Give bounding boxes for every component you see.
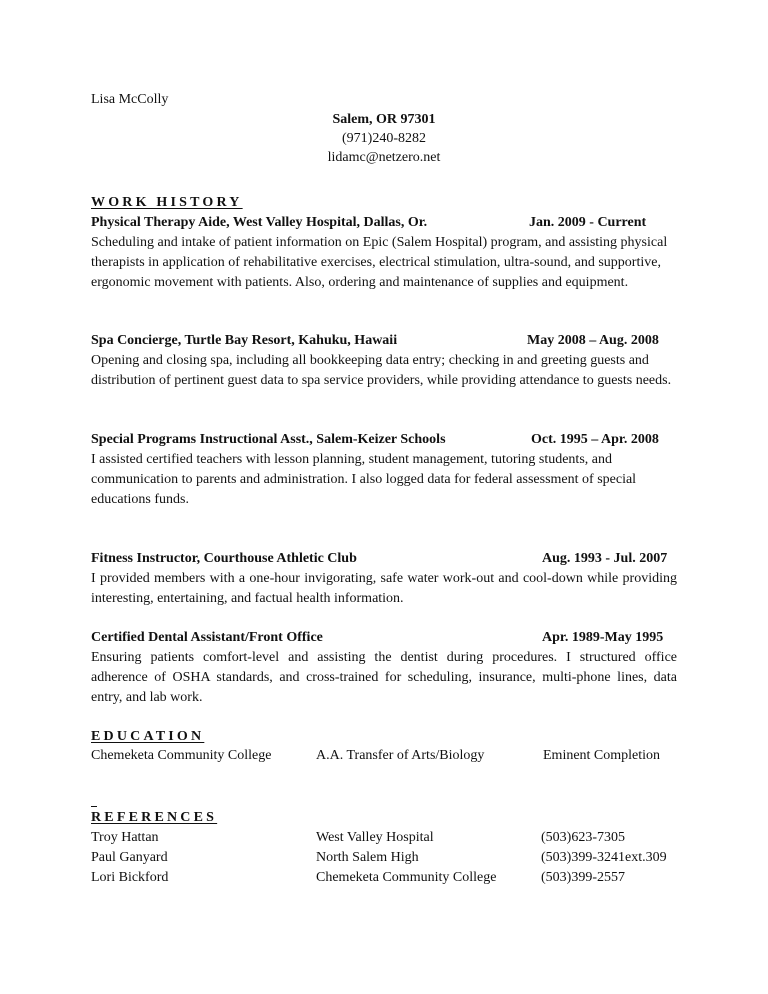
reference-org: North Salem High (316, 850, 419, 865)
phone: (971)240-8282 (342, 131, 426, 146)
education-school: Chemeketa Community College (91, 748, 272, 763)
work-history-heading: WORK HISTORY (91, 195, 243, 210)
reference-name: Lori Bickford (91, 870, 169, 885)
email: lidamc@netzero.net (327, 150, 441, 165)
address: Salem, OR 97301 (332, 112, 436, 127)
job-title: Fitness Instructor, Courthouse Athletic Club (91, 551, 357, 566)
job-description: Opening and closing spa, including all bookkeeping data entry; checking in and greeting guests and distribution of pertinent guest data to spa service providers, while providing attendance to guests needs. (91, 353, 672, 388)
job-dates: Oct. 1995 – Apr. 2008 (531, 432, 659, 447)
candidate-name: Lisa McColly (91, 92, 169, 107)
job-title: Special Programs Instructional Asst., Salem-Keizer Schools (91, 432, 446, 447)
reference-org: Chemeketa Community College (316, 870, 497, 885)
reference-org: West Valley Hospital (316, 830, 434, 845)
job-description: I assisted certified teachers with lesson planning, student management, tutoring students, and communication to parents and administration. I also logged data for federal assessment of special educations funds. (91, 452, 637, 507)
job-description: Ensuring patients comfort-level and assisting the dentist during procedures. I structured office adherence of OSHA standards, and cross-trained for scheduling, insurance, multi-phone lines, data entry, and lab work. (91, 650, 677, 705)
job-description: I provided members with a one-hour invigorating, safe water work-out and cool-down while providing interesting, entertaining, and factual health information. (91, 571, 677, 606)
job-dates: May 2008 – Aug. 2008 (527, 333, 659, 348)
divider-dash (91, 806, 97, 807)
reference-phone: (503)399-3241ext.309 (541, 850, 667, 865)
job-title: Certified Dental Assistant/Front Office (91, 630, 323, 645)
reference-name: Troy Hattan (91, 830, 159, 845)
reference-phone: (503)623-7305 (541, 830, 625, 845)
job-title: Physical Therapy Aide, West Valley Hospital, Dallas, Or. (91, 215, 428, 230)
job-title: Spa Concierge, Turtle Bay Resort, Kahuku, Hawaii (91, 333, 398, 348)
reference-phone: (503)399-2557 (541, 870, 625, 885)
reference-name: Paul Ganyard (91, 850, 168, 865)
job-dates: Aug. 1993 - Jul. 2007 (542, 551, 668, 566)
education-status: Eminent Completion (543, 748, 661, 763)
education-heading: EDUCATION (91, 729, 205, 744)
job-dates: Apr. 1989-May 1995 (542, 630, 664, 645)
references-heading: REFERENCES (91, 810, 218, 825)
job-dates: Jan. 2009 - Current (529, 215, 647, 230)
education-degree: A.A. Transfer of Arts/Biology (316, 748, 485, 763)
job-description: Scheduling and intake of patient information on Epic (Salem Hospital) program, and assisting physical therapists in application of rehabilitative exercises, electrical stimulation, ultra-sound, and supportive, ergonomic movement with patients. Also, ordering and maintenance of supplies and equipment. (91, 235, 668, 290)
